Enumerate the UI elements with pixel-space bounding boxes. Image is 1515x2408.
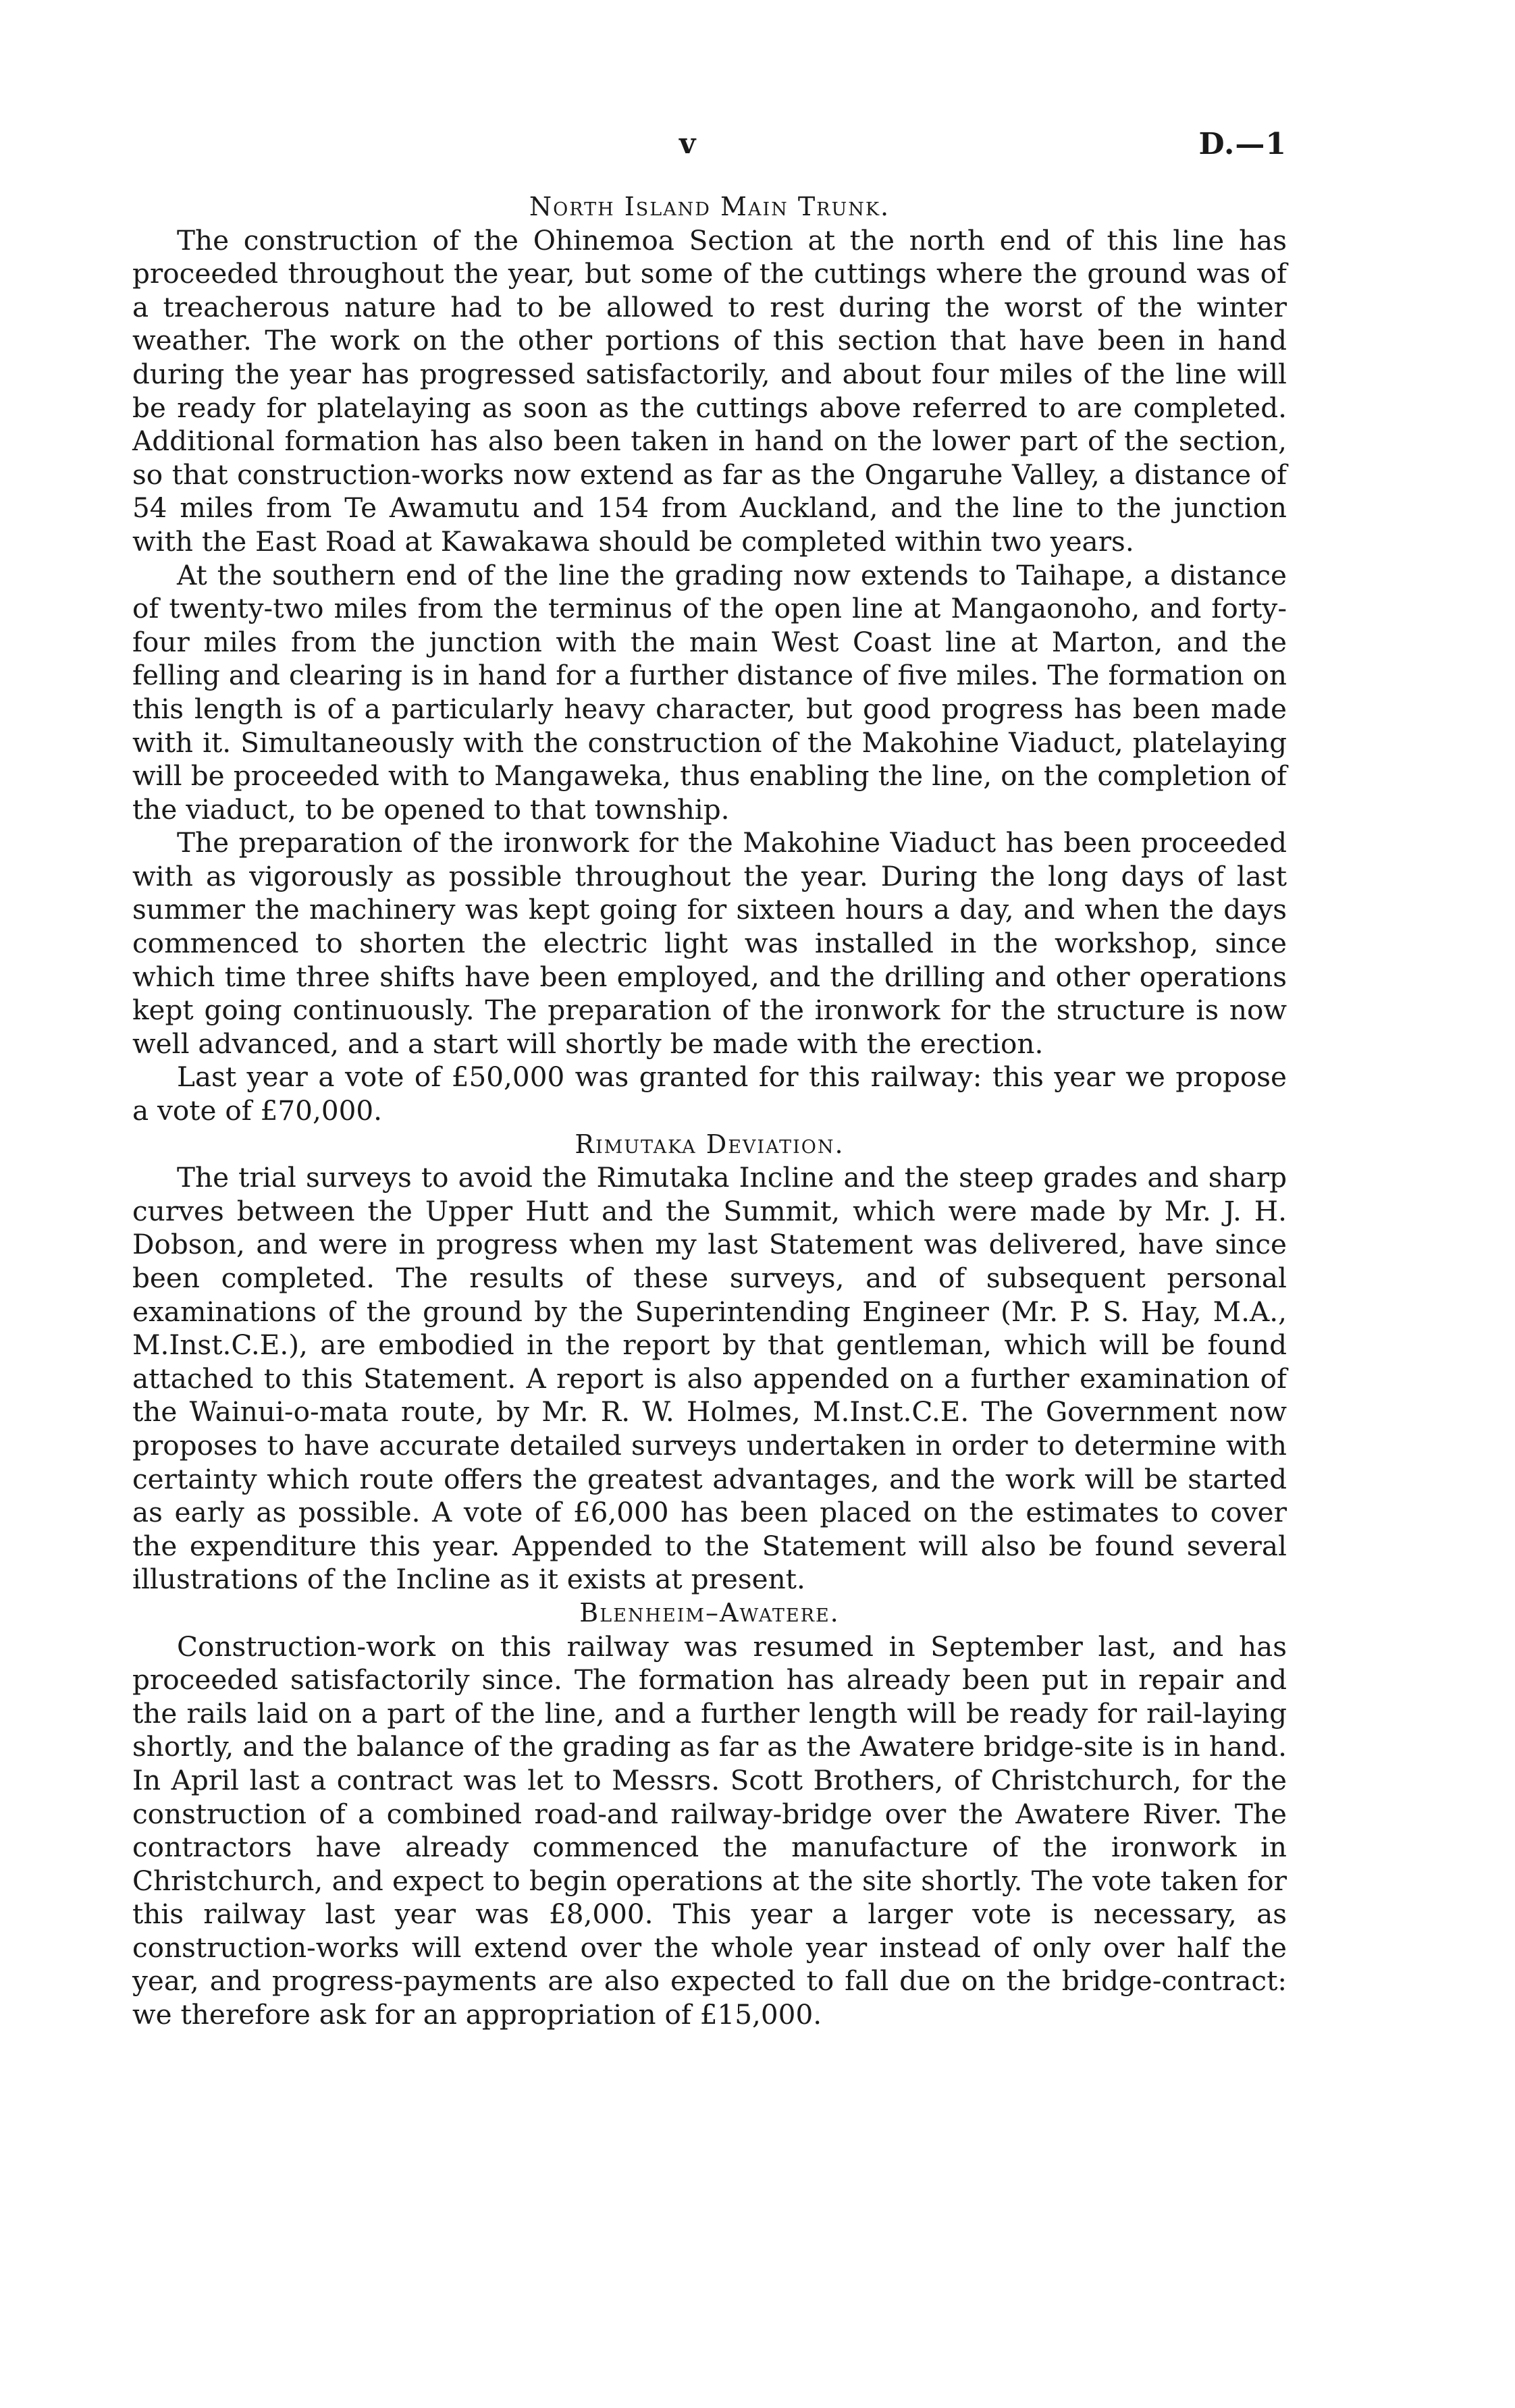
section-blenheim-awatere (132, 1597, 1287, 2032)
section-heading: North Island Main Trunk. (529, 192, 891, 221)
paragraph: At the southern end of the line the grading now extends to Taihape, a distance of twenty-two miles from the terminus of the open line at Mangaonoho, and forty-four miles from the junction with the main West Coast line at Marton, and the felling and clearing is in hand for a further distance of five miles. The formation on this length is of a particularly heavy character, but good progress has been made with it. Simultaneously with the construction of the Makohine Viaduct, platelaying will be proceeded with to Mangaweka, thus enabling the line, on the completion of the viaduct, to be opened to that township. (132, 558, 1287, 826)
document-body (132, 190, 1287, 2032)
section-heading: Blenheim–Awatere. (579, 1597, 840, 1628)
paragraph: Last year a vote of £50,000 was granted for this railway: this year we propose a vote of £70,000. (132, 1061, 1287, 1127)
paragraph: The trial surveys to avoid the Rimutaka Incline and the steep grades and sharp curves between the Upper Hutt and the Summit, which were made by Mr. J. H. Dobson, and were in progress when my last Statement was delivered, have since been completed. The results of these surveys, and of subsequent personal examinations of the ground by the Superintending Engineer (Mr. P. S. Hay, M.A., M.Inst.C.E.), are embodied in the report by that gentleman, which will be found attached to this Statement. A report is also appended on a further examination of the Wainui-o-mata route, by Mr. R. W. Holmes, M.Inst.C.E. The Government now proposes to have accurate detailed surveys undertaken in order to determine with certainty which route offers the greatest advantages, and the work will be started as early as possible. A vote of £6,000 has been placed on the estimates to cover the expenditure this year. Appended to the Statement will also be found several illustrations of the Incline as it exists at present. (132, 1161, 1287, 1596)
page-header (132, 127, 1287, 167)
paragraph: Construction-work on this railway was resumed in September last, and has proceeded satisfactorily since. The formation has already been put in repair and the rails laid on a part of the line, and a further length will be ready for rail-laying shortly, and the balance of the grading as far as the Awatere bridge-site is in hand. In April last a contract was let to Messrs. Scott Brothers, of Christchurch, for the construction of a combined road-and railway-bridge over the Awatere River. The contractors have already commenced the manufacture of the ironwork in Christchurch, and expect to begin operations at the site shortly. The vote taken for this railway last year was £8,000. This year a larger vote is necessary, as construction-works will extend over the whole year instead of only over half the year, and progress-payments are also expected to fall due on the bridge-contract: we therefore ask for an appropriation of £15,000. (132, 1630, 1287, 2031)
document-page (132, 0, 1287, 2408)
section-heading: Rimutaka Deviation. (575, 1129, 845, 1159)
paragraph: The preparation of the ironwork for the Makohine Viaduct has been proceeded with as vigorously as possible throughout the year. During the long days of last summer the machinery was kept going for sixteen hours a day, and when the days commenced to shorten the electric light was installed in the workshop, since which time three shifts have been employed, and the drilling and other operations kept going continuously. The preparation of the ironwork for the structure is now well advanced, and a start will shortly be made with the erection. (132, 826, 1287, 1060)
page-numeral: v (679, 127, 696, 160)
section-rimutaka-deviation (132, 1128, 1287, 1597)
paragraph: The construction of the Ohinemoa Section at the north end of this line has proceeded throughout the year, but some of the cuttings where the ground was of a treacherous nature had to be allowed to rest during the worst of the winter weather. The work on the other portions of this section that have been in hand during the year has progressed satisfactorily, and about four miles of the line will be ready for platelaying as soon as the cuttings above referred to are completed. Additional formation has also been taken in hand on the lower part of the section, so that construction-works now extend as far as the Ongaruhe Valley, a distance of 54 miles from Te Awamutu and 154 from Auckland, and the line to the junction with the East Road at Kawakawa should be completed within two years. (132, 223, 1287, 558)
document-reference: D.—1 (1198, 127, 1287, 161)
section-north-island-main-trunk (132, 190, 1287, 1128)
